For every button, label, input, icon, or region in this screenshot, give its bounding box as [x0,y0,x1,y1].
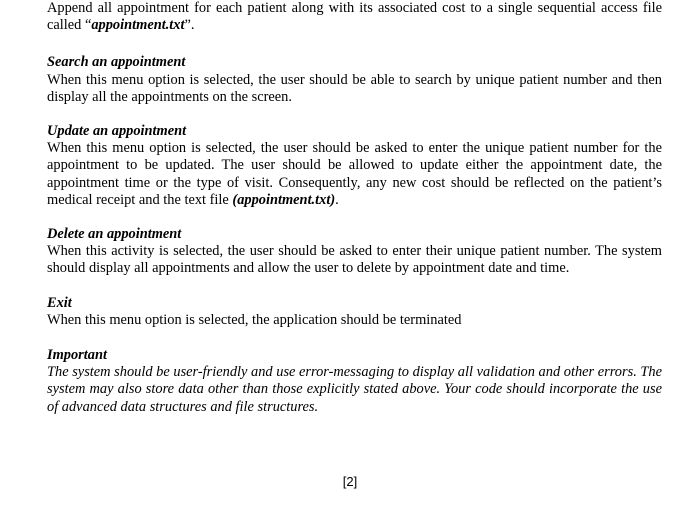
update-body [47,140,662,209]
exit-section [47,295,662,329]
delete-section [47,226,662,278]
exit-body: When this menu option is selected, the application should be terminated [47,311,462,328]
update-filename: (appointment.txt) [232,191,336,208]
intro-text-before: Append all appointment for each patient along with its associated cost to a single sequential access file called “ [47,0,662,34]
important-body: The system should be user-friendly and use error-messaging to display all validation and other errors. The system may also store data other than those explicitly stated above. Your code should incorporate the use of advanced data structures and file structures. [47,364,662,415]
intro-section [47,0,662,34]
update-section [47,123,662,209]
update-body-end: . [335,191,339,208]
exit-heading: Exit [47,294,72,311]
intro-filename: appointment.txt [91,17,185,34]
important-heading: Important [47,347,107,364]
search-heading: Search an appointment [47,54,186,71]
update-heading: Update an appointment [47,123,187,140]
search-section [47,54,662,106]
page-number: [2] [342,474,358,489]
document-page [47,0,662,433]
delete-heading: Delete an appointment [47,226,182,243]
update-body-text: When this menu option is selected, the user should be asked to enter the unique patient number for the appointment to be updated. The user should be allowed to update either the appointment date, the appointment time or the type of visit. Consequently, any new cost should be reflected on the patient’s medical receipt and the text file [47,140,662,208]
important-section [47,347,662,416]
search-body: When this menu option is selected, the user should be able to search by unique patient number and then display all the appointments on the screen. [47,71,662,105]
intro-text-after: ”. [184,17,195,34]
intro-paragraph [47,0,662,34]
delete-body: When this activity is selected, the user should be asked to enter their unique patient number. The system should display all appointments and allow the user to delete by appointment date and time. [47,243,662,277]
